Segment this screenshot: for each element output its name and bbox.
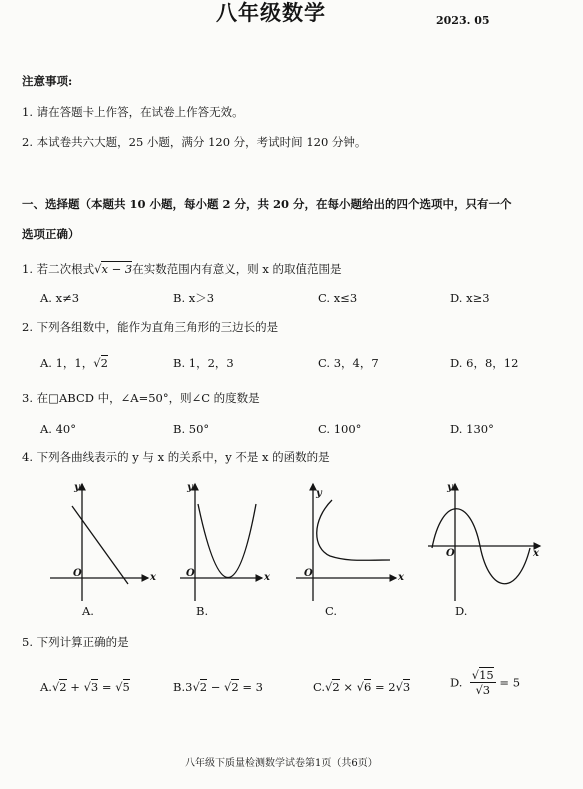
q5-stem: 5. 下列计算正确的是 [22, 635, 129, 649]
graph-a-origin: O [73, 568, 82, 579]
q3-stem: 3. 在□ABCD 中，∠A=50°，则∠C 的度数是 [22, 391, 260, 405]
notice-item-2: 2. 本试卷共六大题，25 小题，满分 120 分，考试时间 120 分钟。 [22, 135, 367, 149]
q3-option-a: A. 40° [40, 422, 76, 436]
q2-option-d: D. 6，8，12 [450, 356, 519, 370]
q3-option-c: C. 100° [318, 422, 362, 436]
graph-a-label: A. [82, 604, 94, 618]
graph-d-y-label: y [447, 482, 453, 493]
graph-d-origin: O [446, 548, 455, 559]
q5-option-a: A.√2 + √3 = √5 [40, 680, 130, 694]
graph-b-y-label: y [187, 482, 193, 493]
section-heading-cont: 选项正确） [22, 227, 80, 241]
q5-option-b: B.3√2 − √2 = 3 [173, 680, 263, 694]
q1-option-c: C. x≤3 [318, 291, 358, 305]
notice-heading: 注意事项: [22, 74, 73, 88]
q5-option-c: C.√2 × √6 = 2√3 [313, 680, 411, 694]
q1-option-a: A. x≠3 [40, 291, 80, 305]
graph-c-origin: O [304, 568, 313, 579]
notice-item-1: 1. 请在答题卡上作答，在试卷上作答无效。 [22, 105, 244, 119]
graph-d-x-label: x [533, 548, 539, 559]
q1-option-b: B. x＞3 [173, 291, 215, 305]
q2-option-c: C. 3，4，7 [318, 356, 379, 370]
graph-b-origin: O [186, 568, 195, 579]
graph-c-label: C. [325, 604, 338, 618]
graph-b-x-label: x [264, 572, 270, 583]
graph-c-y-label: y [316, 488, 322, 499]
q3-option-d: D. 130° [450, 422, 494, 436]
q3-option-b: B. 50° [173, 422, 210, 436]
page-footer: 八年级下质量检测数学试卷第1页（共6页） [185, 758, 378, 769]
graph-c-x-label: x [398, 572, 404, 583]
q1-stem: 1. 若二次根式√x − 3在实数范围内有意义，则 x 的取值范围是 [22, 262, 342, 276]
q2-option-a: A. 1，1，√2 [40, 356, 108, 370]
graph-d [428, 484, 540, 601]
exam-date: 2023. 05 [436, 14, 490, 27]
graph-a [50, 484, 148, 601]
graph-a-y-label: y [74, 482, 80, 493]
q2-stem: 2. 下列各组数中，能作为直角三角形的三边长的是 [22, 320, 279, 334]
graph-b-label: B. [196, 604, 209, 618]
q2-option-b: B. 1，2，3 [173, 356, 234, 370]
q4-graphs [0, 476, 583, 606]
graph-c [296, 484, 396, 601]
section-heading: 一、选择题（本题共 10 小题，每小题 2 分，共 20 分，在每小题给出的四个选项中，只有一个 [22, 197, 512, 211]
q4-stem: 4. 下列各曲线表示的 y 与 x 的关系中，y 不是 x 的函数的是 [22, 450, 330, 464]
graph-b [180, 484, 262, 601]
q1-option-d: D. x≥3 [450, 291, 490, 305]
q5-option-d: D. $\frac{√15}{√3}$ = 5 [450, 668, 521, 697]
page-title: 八年级数学 [216, 1, 326, 25]
graph-a-x-label: x [150, 572, 156, 583]
graph-d-label: D. [455, 604, 468, 618]
